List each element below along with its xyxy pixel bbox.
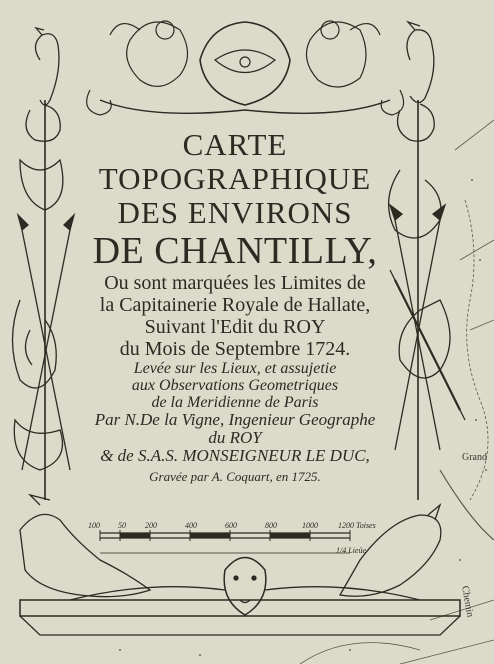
- title-line-1: CARTE: [182, 127, 288, 162]
- survey-line: Levée sur les Lieux, et assujetie: [133, 360, 337, 377]
- engraver-line: Gravée par A. Coquart, en 1725.: [149, 469, 321, 484]
- subtitle-line: la Capitainerie Royale de Hallate,: [99, 294, 371, 316]
- scale-tick-label: 200: [145, 521, 157, 530]
- scale-bar: [100, 530, 350, 553]
- bottom-hunt-ornament: [20, 495, 460, 635]
- title-line-3: DES ENVIRONS: [117, 195, 353, 230]
- subtitle-line: du Mois de Septembre 1724.: [119, 338, 351, 360]
- map-label: Chemin: [459, 585, 476, 619]
- author-line: du ROY: [208, 428, 262, 447]
- scale-tick-label: 1000: [302, 521, 318, 530]
- survey-line: de la Meridienne de Paris: [151, 394, 319, 411]
- title-line-2: TOPOGRAPHIQUE: [98, 161, 372, 196]
- scale-tick-label: 800: [265, 521, 277, 530]
- scale-tick-label: 50: [118, 521, 126, 530]
- map-label: Grand: [462, 452, 487, 463]
- scale-unit-label: 1/4 Lieüe: [336, 546, 366, 555]
- author-line: Par N.De la Vigne, Ingenieur Geographe: [94, 410, 376, 429]
- title-line-4: DE CHANTILLY,: [92, 230, 378, 272]
- scale-tick-label: 400: [185, 521, 197, 530]
- subtitle-line: Ou sont marquées les Limites de: [104, 272, 366, 294]
- left-trophy-ornament: [13, 28, 75, 500]
- scale-tick-label: 1200 Toises: [338, 521, 376, 530]
- subtitle-line: Suivant l'Edit du ROY: [144, 316, 326, 338]
- crest-with-cherubs: [87, 21, 404, 115]
- title-cartouche: [70, 128, 400, 486]
- right-trophy-ornament: [389, 22, 465, 500]
- author-line: & de S.A.S. MONSEIGNEUR LE DUC,: [100, 446, 370, 465]
- survey-line: aux Observations Geometriques: [131, 377, 339, 394]
- scale-tick-label: 600: [225, 521, 237, 530]
- scale-tick-label: 100: [88, 521, 100, 530]
